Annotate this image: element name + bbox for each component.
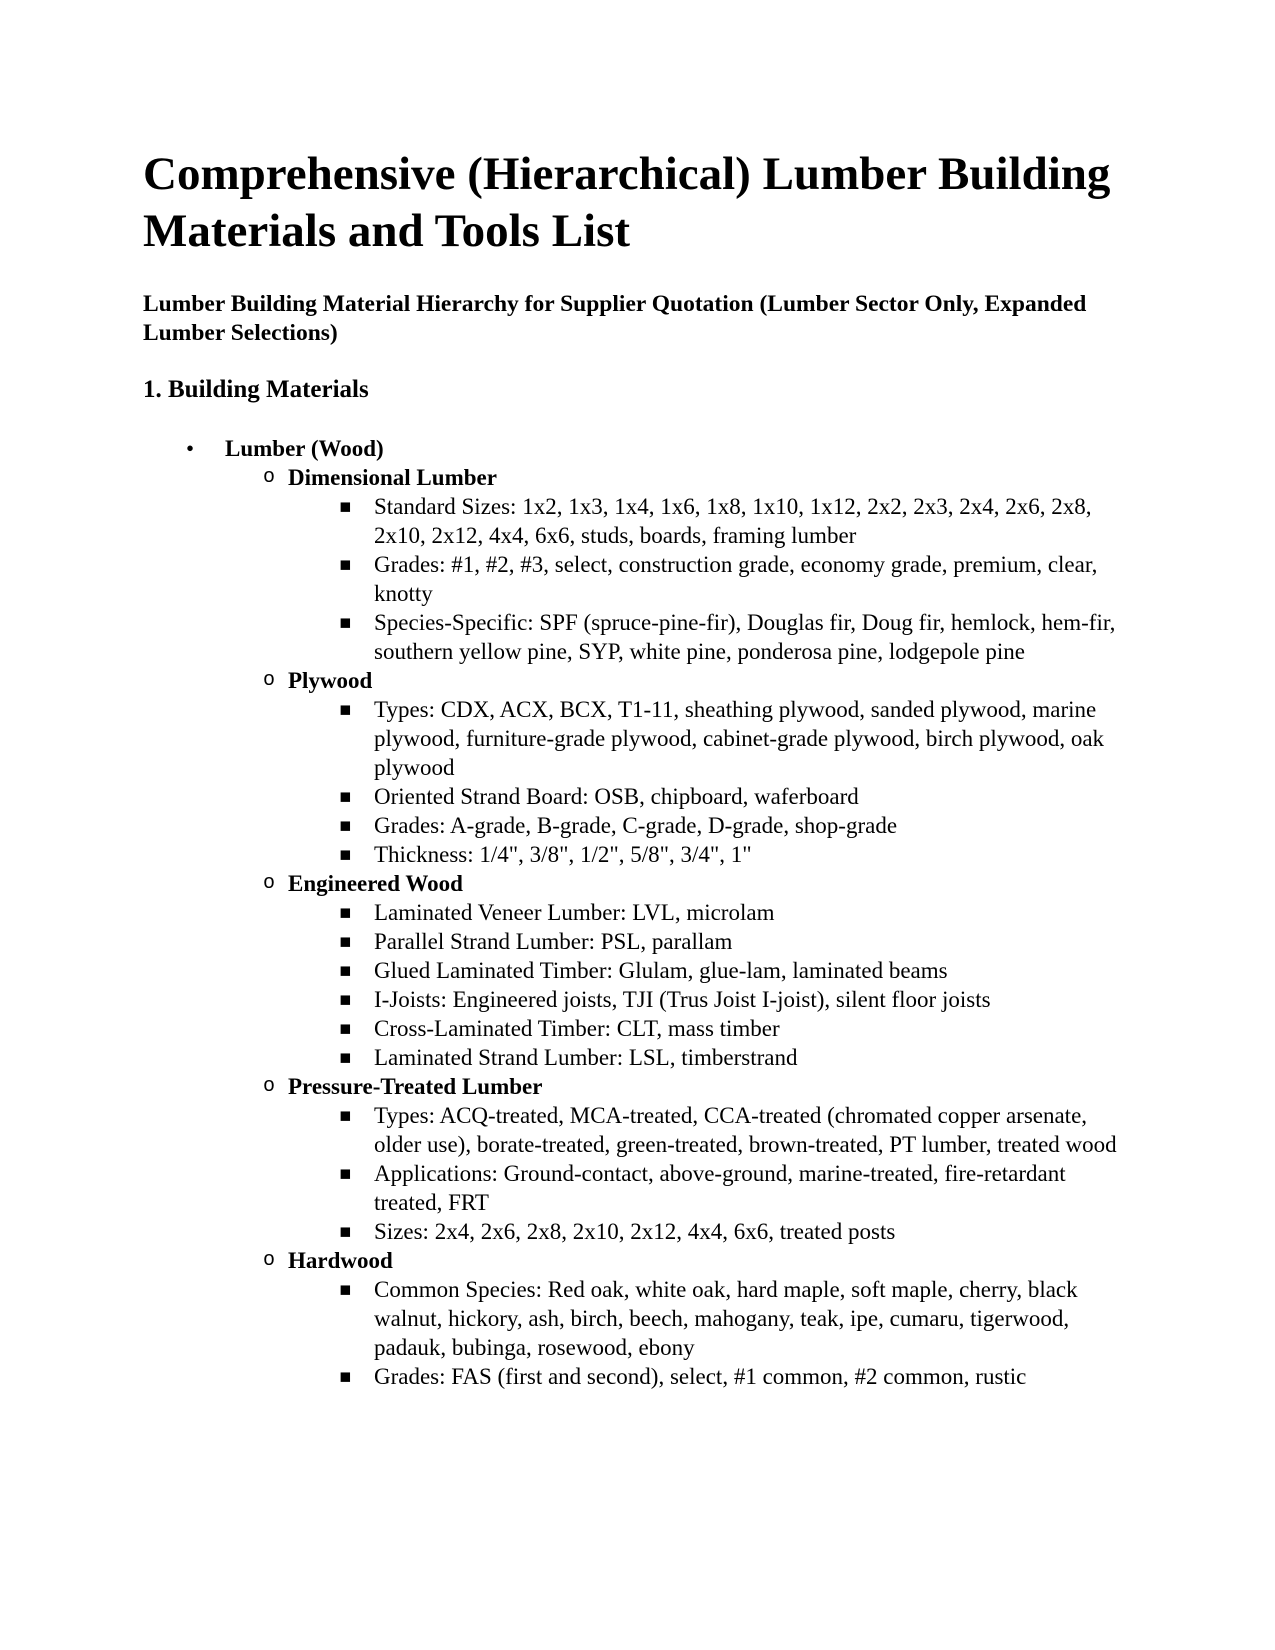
detail-text: Types: ACQ-treated, MCA-treated, CCA-treated (chromated copper arsenate, older use), borate-treated, green-treated, brown-treated, PT lumber, treated wood: [374, 1103, 1117, 1157]
square-bullet-icon: ▪: [339, 814, 352, 836]
list-item-label: Lumber (Wood): [225, 436, 384, 461]
square-bullet-icon: ▪: [339, 901, 352, 923]
square-bullet-icon: ▪: [339, 785, 352, 807]
detail-text: Oriented Strand Board: OSB, chipboard, waferboard: [374, 784, 859, 809]
detail-text: Grades: #1, #2, #3, select, construction grade, economy grade, premium, clear, knotty: [374, 552, 1098, 606]
detail-item-thickness: [288, 840, 1135, 869]
category-label: Engineered Wood: [288, 871, 463, 896]
square-bullet-icon: ▪: [339, 1278, 352, 1300]
detail-item-species-specific: [288, 608, 1135, 666]
detail-text: Thickness: 1/4", 3/8", 1/2", 5/8", 3/4", 1": [374, 842, 752, 867]
detail-item-pt-sizes: [288, 1217, 1135, 1246]
document-title: Comprehensive (Hierarchical) Lumber Building Materials and Tools List: [143, 148, 1111, 257]
dimensional-lumber-details: [288, 492, 1135, 666]
pressure-treated-details: [288, 1101, 1135, 1246]
detail-item-grades: [288, 550, 1135, 608]
list-item-dimensional-lumber: [225, 463, 1135, 666]
list-item-lumber-wood: [143, 434, 1135, 1391]
detail-item-psl: [288, 927, 1135, 956]
detail-text: Applications: Ground-contact, above-ground, marine-treated, fire-retardant treated, FRT: [374, 1161, 1066, 1215]
detail-text: Common Species: Red oak, white oak, hard maple, soft maple, cherry, black walnut, hickory, ash, birch, beech, mahogany, teak, ipe, cumaru, tigerwood, padauk, bubinga, rosewood, ebony: [374, 1277, 1078, 1360]
detail-text: Cross-Laminated Timber: CLT, mass timber: [374, 1016, 780, 1041]
square-bullet-icon: ▪: [339, 698, 352, 720]
square-bullet-icon: ▪: [339, 1017, 352, 1039]
document-subtitle: Lumber Building Material Hierarchy for Supplier Quotation (Lumber Sector Only, Expanded Lumber Selections): [143, 291, 1087, 346]
circle-bullet-icon: o: [263, 1249, 276, 1272]
circle-bullet-icon: o: [263, 466, 276, 489]
square-bullet-icon: ▪: [339, 843, 352, 865]
category-label: Plywood: [288, 668, 373, 693]
detail-text: Sizes: 2x4, 2x6, 2x8, 2x10, 2x12, 4x4, 6x6, treated posts: [374, 1219, 896, 1244]
list-item-engineered-wood: [225, 869, 1135, 1072]
detail-item-lsl: [288, 1043, 1135, 1072]
square-bullet-icon: ▪: [339, 1104, 352, 1126]
lumber-categories-list: [225, 463, 1135, 1391]
circle-bullet-icon: o: [263, 872, 276, 895]
detail-item-oriented-strand-board: [288, 782, 1135, 811]
list-item-pressure-treated-lumber: [225, 1072, 1135, 1246]
list-item-plywood: [225, 666, 1135, 869]
detail-item-lvl: [288, 898, 1135, 927]
disc-bullet-icon: •: [186, 436, 195, 461]
category-label: Pressure-Treated Lumber: [288, 1074, 543, 1099]
square-bullet-icon: ▪: [339, 1162, 352, 1184]
detail-text: Grades: FAS (first and second), select, #1 common, #2 common, rustic: [374, 1364, 1027, 1389]
detail-text: Laminated Strand Lumber: LSL, timberstrand: [374, 1045, 798, 1070]
square-bullet-icon: ▪: [339, 930, 352, 952]
materials-list: [143, 434, 1135, 1391]
detail-text: Glued Laminated Timber: Glulam, glue-lam, laminated beams: [374, 958, 948, 983]
detail-item-standard-sizes: [288, 492, 1135, 550]
detail-text: I-Joists: Engineered joists, TJI (Trus Joist I-joist), silent floor joists: [374, 987, 991, 1012]
engineered-wood-details: [288, 898, 1135, 1072]
detail-item-pt-types: [288, 1101, 1135, 1159]
hardwood-details: [288, 1275, 1135, 1391]
detail-item-hardwood-grades: [288, 1362, 1135, 1391]
detail-item-plywood-types: [288, 695, 1135, 782]
square-bullet-icon: ▪: [339, 1365, 352, 1387]
square-bullet-icon: ▪: [339, 959, 352, 981]
category-label: Hardwood: [288, 1248, 393, 1273]
plywood-details: [288, 695, 1135, 869]
detail-text: Standard Sizes: 1x2, 1x3, 1x4, 1x6, 1x8, 1x10, 1x12, 2x2, 2x3, 2x4, 2x6, 2x8, 2x10, 2x12, 4x4, 6x6, studs, boards, framing lumber: [374, 494, 1092, 548]
square-bullet-icon: ▪: [339, 611, 352, 633]
detail-text: Grades: A-grade, B-grade, C-grade, D-grade, shop-grade: [374, 813, 898, 838]
detail-item-clt: [288, 1014, 1135, 1043]
detail-text: Species-Specific: SPF (spruce-pine-fir), Douglas fir, Doug fir, hemlock, hem-fir, southern yellow pine, SYP, white pine, ponderosa pine, lodgepole pine: [374, 610, 1116, 664]
list-item-hardwood: [225, 1246, 1135, 1391]
circle-bullet-icon: o: [263, 1075, 276, 1098]
square-bullet-icon: ▪: [339, 1046, 352, 1068]
detail-item-common-species: [288, 1275, 1135, 1362]
category-label: Dimensional Lumber: [288, 465, 497, 490]
detail-text: Parallel Strand Lumber: PSL, parallam: [374, 929, 733, 954]
document-content: [143, 146, 1135, 1391]
square-bullet-icon: ▪: [339, 1220, 352, 1242]
detail-text: Types: CDX, ACX, BCX, T1-11, sheathing plywood, sanded plywood, marine plywood, furniture-grade plywood, cabinet-grade plywood, birch plywood, oak plywood: [374, 697, 1105, 780]
square-bullet-icon: ▪: [339, 553, 352, 575]
square-bullet-icon: ▪: [339, 495, 352, 517]
detail-item-plywood-grades: [288, 811, 1135, 840]
section-heading-building-materials: 1. Building Materials: [143, 376, 369, 403]
detail-text: Laminated Veneer Lumber: LVL, microlam: [374, 900, 775, 925]
detail-item-i-joists: [288, 985, 1135, 1014]
square-bullet-icon: ▪: [339, 988, 352, 1010]
detail-item-pt-applications: [288, 1159, 1135, 1217]
circle-bullet-icon: o: [263, 669, 276, 692]
detail-item-glulam: [288, 956, 1135, 985]
